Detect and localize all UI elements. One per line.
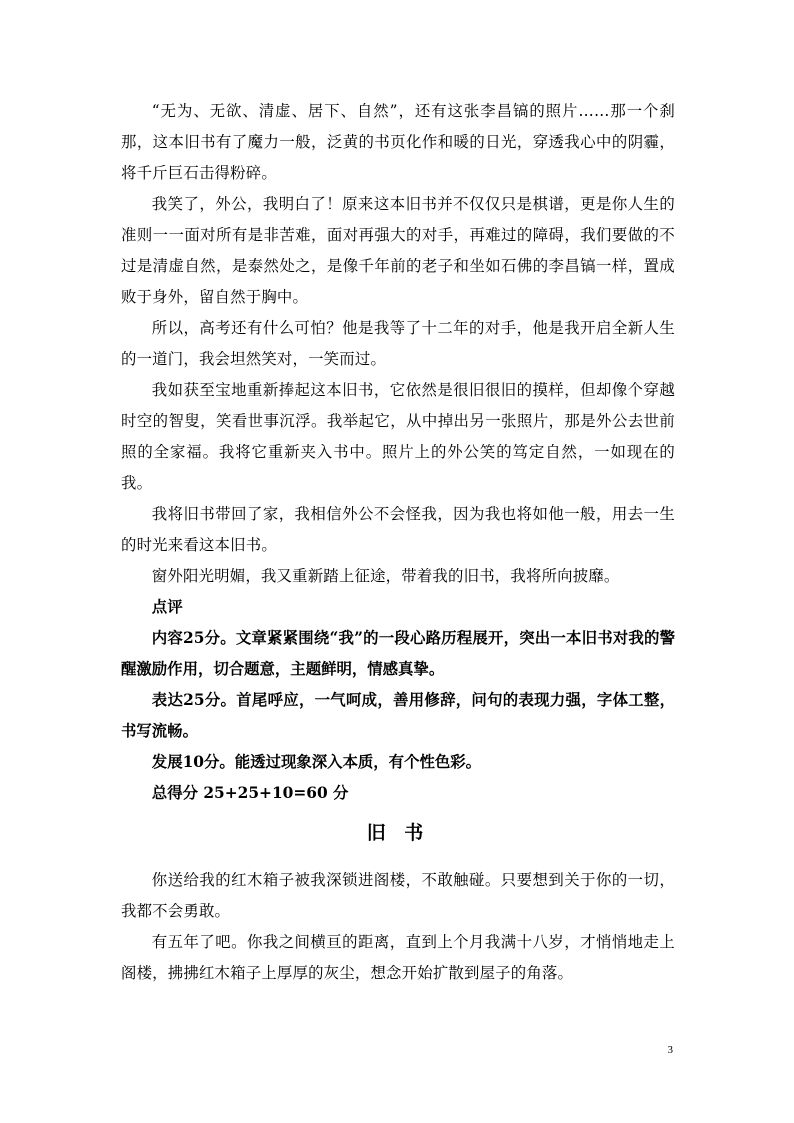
review-expression: 表达25分。首尾呼应，一气呵成，善用修辞，问句的表现力强，字体工整，书写流畅。 [121,691,675,740]
body-paragraph-4: 我如获至宝地重新捧起这本旧书，它依然是很旧很旧的摸样，但却像个穿越时空的智叟，笑看世事沉浮。我举起它，从中掉出另一张照片，那是外公去世前照的全家福。我将它重新夹入书中。照片上的外公笑的笃定自然，一如现在的我。 [121,381,675,492]
essay-paragraph-1: 你送给我的红木箱子被我深锁进阁楼，不敢触碰。只要想到关于你的一切，我都不会勇敢。 [121,871,675,920]
body-paragraph-6: 窗外阳光明媚，我又重新踏上征途，带着我的旧书，我将所向披靡。 [151,567,620,585]
body-paragraph-2: 我笑了，外公，我明白了！原来这本旧书并不仅仅只是棋谱，更是你人生的准则一一面对所有是非苦难，面对再强大的对手，再难过的障碍，我们要做的不过是清虚自然，是泰然处之，是像千年前的老子和坐如石佛的李昌镐一样，置成败于身外，留自然于胸中。 [121,195,675,306]
body-paragraph-1: “无为、无欲、清虚、居下、自然”，还有这张李昌镐的照片……那一个刹那，这本旧书有了魔力一般，泛黄的书页化作和暖的日光，穿透我心中的阴霾，将千斤巨石击得粉碎。 [121,102,675,182]
body-paragraph-3: 所以，高考还有什么可怕？他是我等了十二年的对手，他是我开启全新人生的一道门，我会坦然笑对，一笑而过。 [121,319,675,368]
review-content: 内容25分。文章紧紧围绕“我”的一段心路历程展开，突出一本旧书对我的警醒激励作用，切合题意，主题鲜明，情感真挚。 [121,629,675,678]
body-paragraph-5: 我将旧书带回了家，我相信外公不会怪我，因为我也将如他一般，用去一生的时光来看这本旧书。 [121,505,675,554]
essay-title: 旧 书 [366,822,430,844]
essay-paragraph-2: 有五年了吧。你我之间横亘的距离，直到上个月我满十八岁，才悄悄地走上阁楼，拂拂红木箱子上厚厚的灰尘，想念开始扩散到屋子的角落。 [121,933,675,982]
page-number: 3 [667,1044,673,1056]
review-total-score: 总得分 25+25+10=60 分 [151,784,349,802]
review-heading: 点评 [151,598,183,616]
page-content [121,96,675,989]
review-development: 发展10分。能透过现象深入本质，有个性色彩。 [151,753,482,771]
